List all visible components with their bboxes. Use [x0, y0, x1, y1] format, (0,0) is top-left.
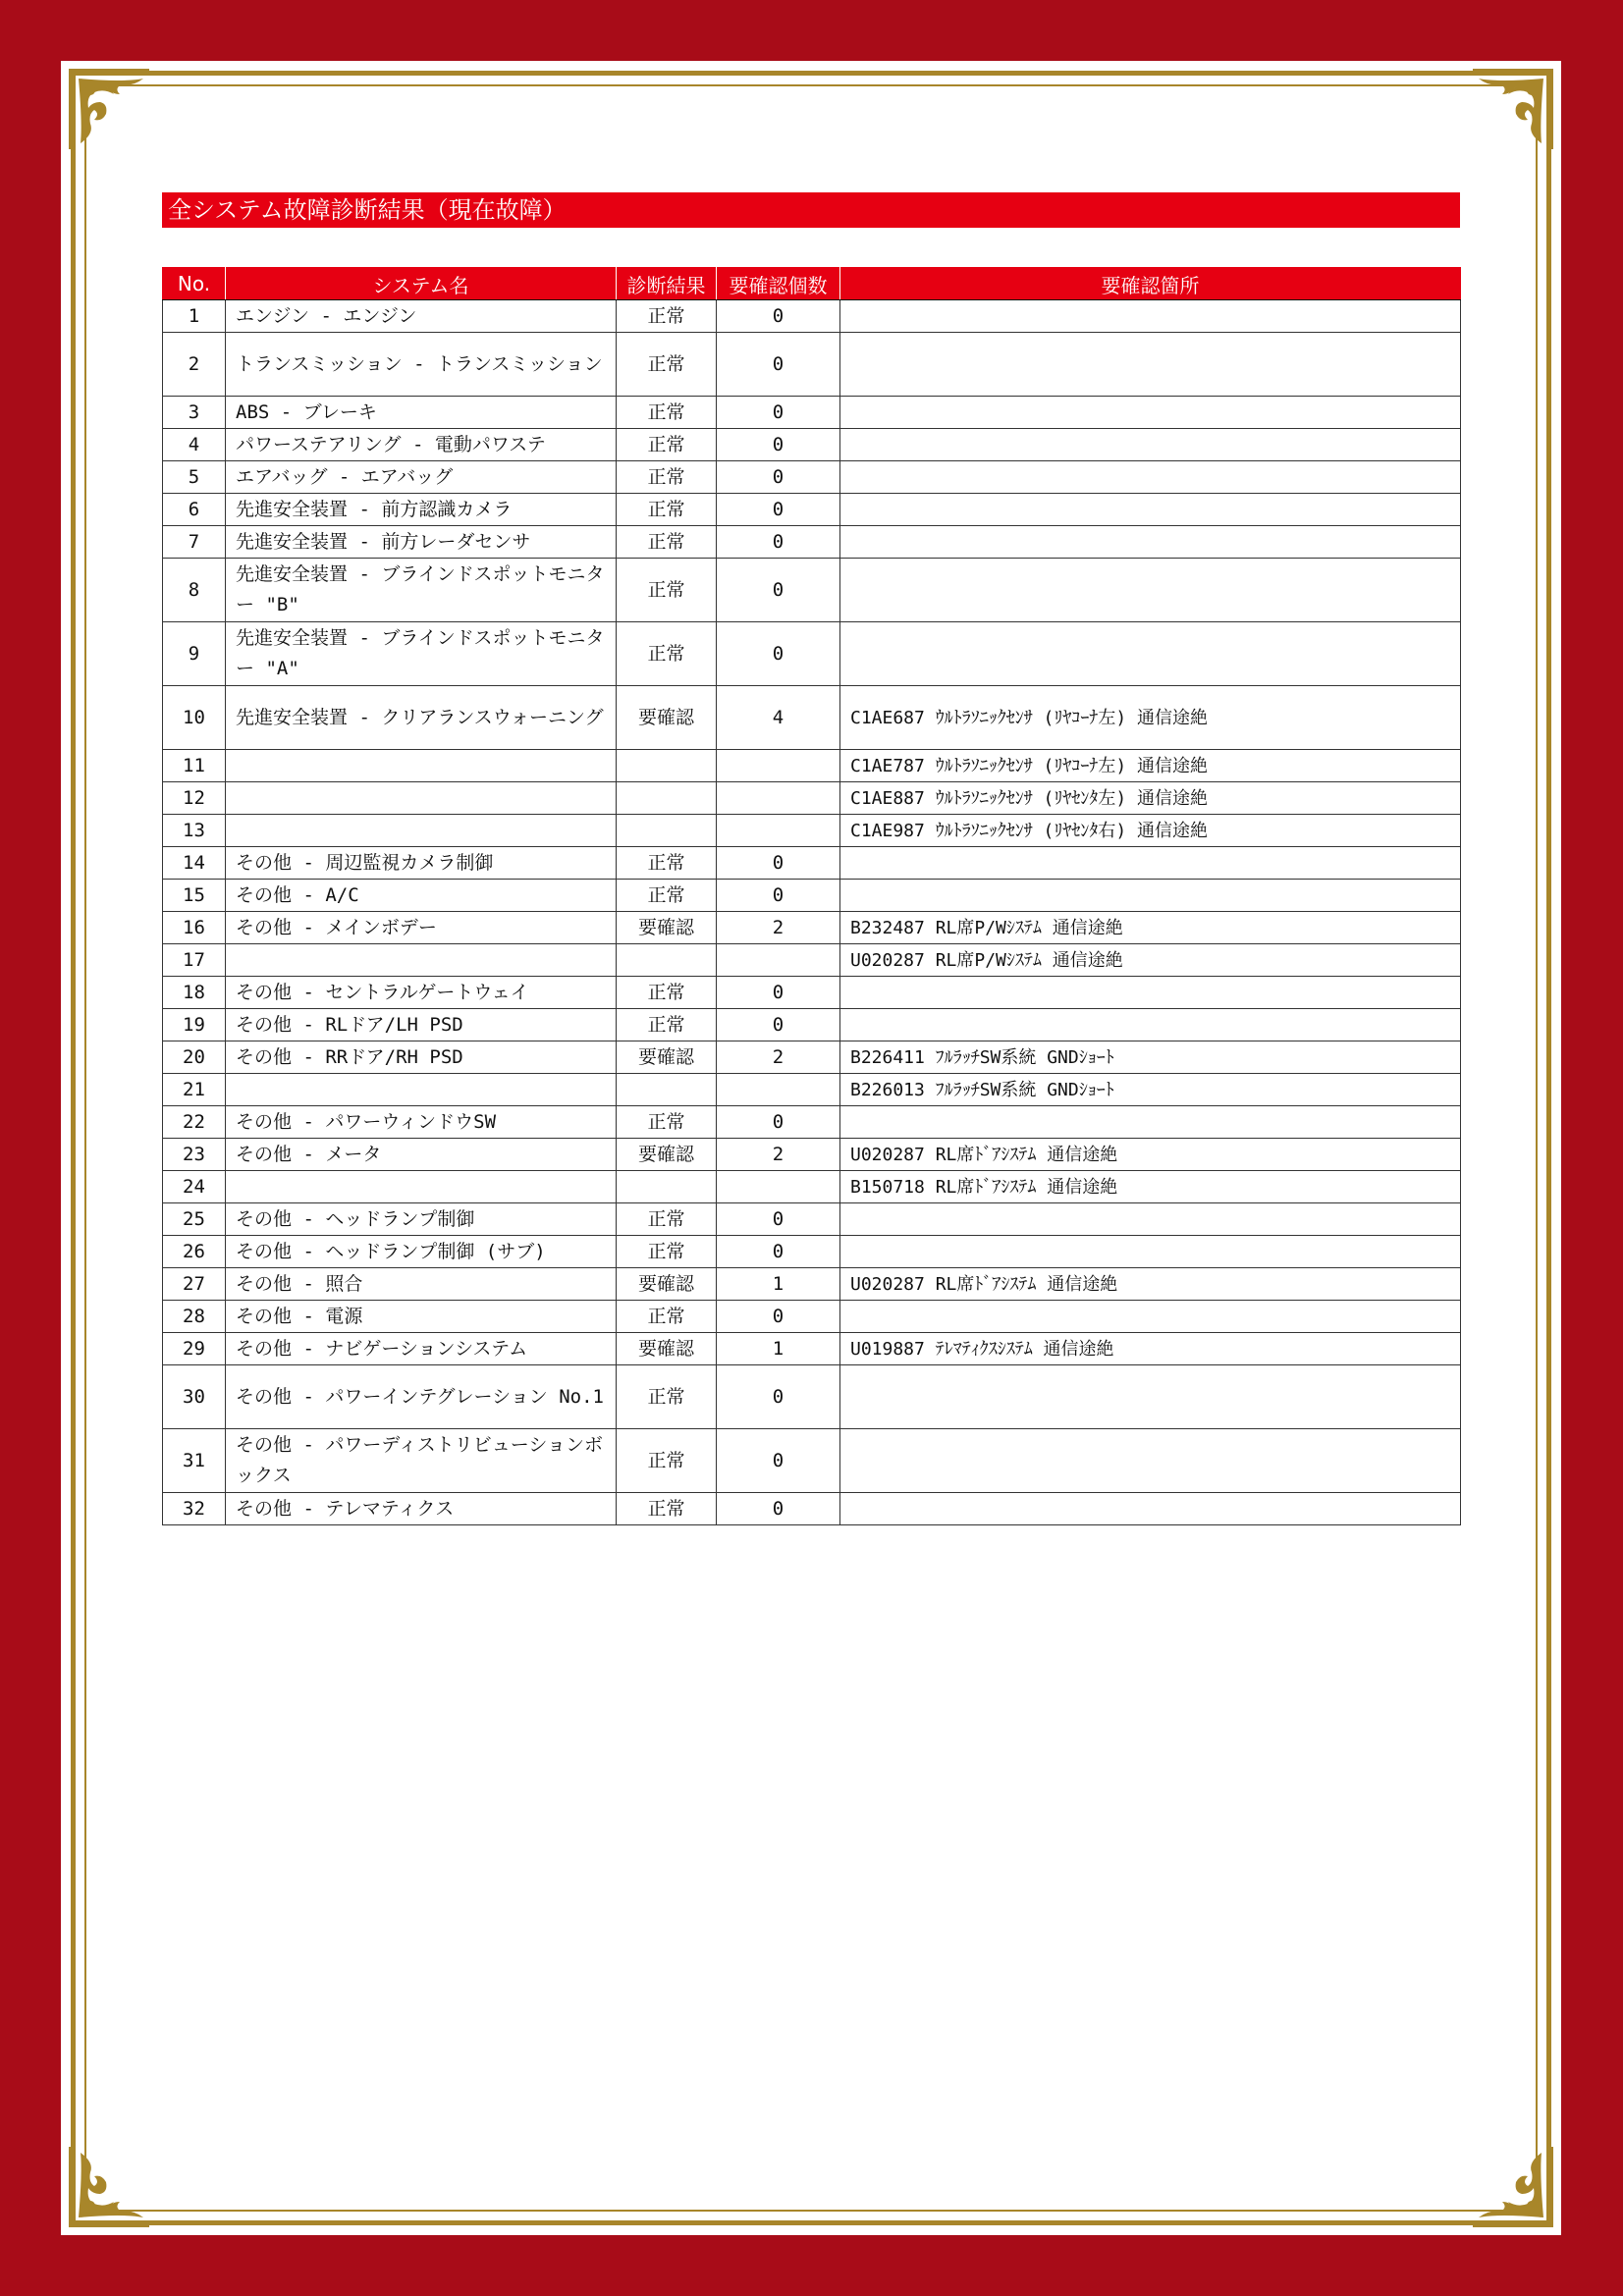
cell-system-name: その他 - RRドア/RH PSD — [226, 1041, 617, 1074]
col-header-result: 診断結果 — [617, 268, 717, 300]
cell-system-name: その他 - 電源 — [226, 1301, 617, 1333]
cell-check-location: B226013 ﾌﾙﾗｯﾁSW系統 GNDｼｮｰﾄ — [840, 1074, 1461, 1106]
page-title: 全システム故障診断結果（現在故障） — [162, 192, 1460, 228]
cell-no: 15 — [163, 880, 226, 912]
table-row — [163, 1203, 1461, 1236]
cell-diagnosis-result: 正常 — [617, 461, 717, 494]
cell-check-location: B150718 RL席ﾄﾞｱｼｽﾃﾑ 通信途絶 — [840, 1171, 1461, 1203]
table-row — [163, 397, 1461, 429]
cell-system-name: トランスミッション - トランスミッション — [226, 333, 617, 397]
cell-check-count: 0 — [717, 977, 840, 1009]
cell-check-count — [717, 815, 840, 847]
cell-check-location — [840, 880, 1461, 912]
cell-no: 26 — [163, 1236, 226, 1268]
cell-no: 23 — [163, 1139, 226, 1171]
cell-system-name: その他 - 照合 — [226, 1268, 617, 1301]
cell-diagnosis-result: 正常 — [617, 1429, 717, 1493]
cell-diagnosis-result — [617, 1074, 717, 1106]
cell-diagnosis-result: 要確認 — [617, 1041, 717, 1074]
cell-no: 25 — [163, 1203, 226, 1236]
cell-check-count: 0 — [717, 1009, 840, 1041]
col-header-count: 要確認個数 — [717, 268, 840, 300]
cell-check-location — [840, 333, 1461, 397]
ornament-corner-icon — [65, 2143, 153, 2231]
table-row — [163, 1301, 1461, 1333]
table-row — [163, 461, 1461, 494]
table-row — [163, 1041, 1461, 1074]
cell-diagnosis-result — [617, 750, 717, 782]
cell-check-location — [840, 1493, 1461, 1525]
cell-system-name: その他 - ヘッドランプ制御 — [226, 1203, 617, 1236]
table-row — [163, 1268, 1461, 1301]
cell-check-location: U020287 RL席ﾄﾞｱｼｽﾃﾑ 通信途絶 — [840, 1139, 1461, 1171]
cell-check-count: 0 — [717, 1429, 840, 1493]
table-row — [163, 1074, 1461, 1106]
table-row — [163, 333, 1461, 397]
col-header-location: 要確認箇所 — [840, 268, 1461, 300]
cell-diagnosis-result — [617, 815, 717, 847]
cell-no: 9 — [163, 622, 226, 686]
cell-diagnosis-result — [617, 1171, 717, 1203]
cell-system-name: その他 - パワーウィンドウSW — [226, 1106, 617, 1139]
cell-diagnosis-result — [617, 782, 717, 815]
cell-no: 32 — [163, 1493, 226, 1525]
cell-diagnosis-result: 正常 — [617, 622, 717, 686]
cell-check-count: 0 — [717, 1203, 840, 1236]
table-row — [163, 880, 1461, 912]
cell-diagnosis-result: 正常 — [617, 880, 717, 912]
cell-check-location — [840, 1301, 1461, 1333]
cell-system-name — [226, 750, 617, 782]
cell-check-count: 0 — [717, 622, 840, 686]
cell-system-name: その他 - テレマティクス — [226, 1493, 617, 1525]
table-row — [163, 847, 1461, 880]
cell-check-location: U019887 ﾃﾚﾏﾃｨｸｽｼｽﾃﾑ 通信途絶 — [840, 1333, 1461, 1365]
cell-check-count: 1 — [717, 1333, 840, 1365]
cell-no: 7 — [163, 526, 226, 559]
cell-diagnosis-result: 正常 — [617, 300, 717, 333]
table-row — [163, 1365, 1461, 1429]
cell-check-count — [717, 750, 840, 782]
cell-check-count: 0 — [717, 1493, 840, 1525]
cell-check-location — [840, 559, 1461, 622]
cell-check-location — [840, 494, 1461, 526]
cell-check-count: 0 — [717, 300, 840, 333]
cell-diagnosis-result: 正常 — [617, 1106, 717, 1139]
cell-check-count — [717, 1171, 840, 1203]
cell-check-count: 0 — [717, 333, 840, 397]
cell-system-name: 先進安全装置 - ブラインドスポットモニター "B" — [226, 559, 617, 622]
cell-diagnosis-result: 正常 — [617, 1009, 717, 1041]
cell-check-count: 0 — [717, 1106, 840, 1139]
ornament-corner-icon — [1469, 2143, 1557, 2231]
cell-system-name: パワーステアリング - 電動パワステ — [226, 429, 617, 461]
cell-check-location: C1AE987 ｳﾙﾄﾗｿﾆｯｸｾﾝｻ (ﾘﾔｾﾝﾀ右) 通信途絶 — [840, 815, 1461, 847]
table-row — [163, 559, 1461, 622]
cell-diagnosis-result: 正常 — [617, 559, 717, 622]
cell-check-count: 0 — [717, 880, 840, 912]
cell-system-name: その他 - メインボデー — [226, 912, 617, 944]
cell-check-count — [717, 1074, 840, 1106]
cell-check-location: B232487 RL席P/Wｼｽﾃﾑ 通信途絶 — [840, 912, 1461, 944]
cell-check-count: 0 — [717, 397, 840, 429]
cell-diagnosis-result: 要確認 — [617, 686, 717, 750]
cell-diagnosis-result: 正常 — [617, 333, 717, 397]
cell-check-location — [840, 1236, 1461, 1268]
cell-no: 18 — [163, 977, 226, 1009]
cell-no: 8 — [163, 559, 226, 622]
cell-diagnosis-result: 正常 — [617, 526, 717, 559]
cell-system-name — [226, 815, 617, 847]
cell-no: 27 — [163, 1268, 226, 1301]
cell-system-name — [226, 1171, 617, 1203]
cell-check-count: 0 — [717, 526, 840, 559]
cell-diagnosis-result — [617, 944, 717, 977]
cell-check-location — [840, 977, 1461, 1009]
cell-no: 6 — [163, 494, 226, 526]
cell-check-count: 2 — [717, 1139, 840, 1171]
cell-check-count: 1 — [717, 1268, 840, 1301]
ornament-corner-icon — [65, 65, 153, 153]
cell-system-name: その他 - ヘッドランプ制御 (サブ) — [226, 1236, 617, 1268]
cell-check-location — [840, 622, 1461, 686]
cell-diagnosis-result: 要確認 — [617, 1268, 717, 1301]
cell-check-count: 0 — [717, 429, 840, 461]
cell-check-location — [840, 1429, 1461, 1493]
cell-system-name: その他 - メータ — [226, 1139, 617, 1171]
cell-diagnosis-result: 要確認 — [617, 1333, 717, 1365]
cell-no: 29 — [163, 1333, 226, 1365]
table-row — [163, 977, 1461, 1009]
cell-system-name: エアバッグ - エアバッグ — [226, 461, 617, 494]
cell-check-location — [840, 1365, 1461, 1429]
ornament-corner-icon — [1469, 65, 1557, 153]
cell-check-count: 2 — [717, 1041, 840, 1074]
cell-diagnosis-result: 正常 — [617, 1365, 717, 1429]
table-row — [163, 622, 1461, 686]
cell-check-location — [840, 300, 1461, 333]
cell-check-location — [840, 847, 1461, 880]
cell-system-name: その他 - パワーディストリビューションボックス — [226, 1429, 617, 1493]
cell-system-name: 先進安全装置 - 前方認識カメラ — [226, 494, 617, 526]
cell-diagnosis-result: 要確認 — [617, 1139, 717, 1171]
cell-system-name: その他 - A/C — [226, 880, 617, 912]
cell-diagnosis-result: 正常 — [617, 1236, 717, 1268]
cell-check-location — [840, 1106, 1461, 1139]
cell-check-count: 0 — [717, 494, 840, 526]
table-row — [163, 944, 1461, 977]
cell-system-name: その他 - ナビゲーションシステム — [226, 1333, 617, 1365]
cell-system-name: 先進安全装置 - クリアランスウォーニング — [226, 686, 617, 750]
cell-check-location: C1AE687 ｳﾙﾄﾗｿﾆｯｸｾﾝｻ (ﾘﾔｺｰﾅ左) 通信途絶 — [840, 686, 1461, 750]
cell-check-location: C1AE887 ｳﾙﾄﾗｿﾆｯｸｾﾝｻ (ﾘﾔｾﾝﾀ左) 通信途絶 — [840, 782, 1461, 815]
cell-no: 21 — [163, 1074, 226, 1106]
table-row — [163, 1333, 1461, 1365]
cell-no: 11 — [163, 750, 226, 782]
cell-diagnosis-result: 正常 — [617, 847, 717, 880]
cell-no: 4 — [163, 429, 226, 461]
cell-diagnosis-result: 正常 — [617, 494, 717, 526]
col-header-no: No. — [163, 268, 226, 300]
cell-diagnosis-result: 正常 — [617, 1493, 717, 1525]
cell-check-count: 2 — [717, 912, 840, 944]
cell-check-location — [840, 526, 1461, 559]
cell-system-name — [226, 1074, 617, 1106]
cell-check-count: 4 — [717, 686, 840, 750]
table-row — [163, 815, 1461, 847]
cell-no: 10 — [163, 686, 226, 750]
cell-diagnosis-result: 正常 — [617, 977, 717, 1009]
cell-system-name: その他 - セントラルゲートウェイ — [226, 977, 617, 1009]
table-row — [163, 1171, 1461, 1203]
table-row — [163, 1139, 1461, 1171]
diagnosis-table — [162, 267, 1461, 1525]
table-row — [163, 912, 1461, 944]
cell-no: 12 — [163, 782, 226, 815]
cell-no: 20 — [163, 1041, 226, 1074]
cell-check-location: U020287 RL席P/Wｼｽﾃﾑ 通信途絶 — [840, 944, 1461, 977]
cell-no: 14 — [163, 847, 226, 880]
cell-check-count: 0 — [717, 461, 840, 494]
cell-no: 31 — [163, 1429, 226, 1493]
cell-no: 24 — [163, 1171, 226, 1203]
cell-check-location — [840, 429, 1461, 461]
cell-system-name: 先進安全装置 - ブラインドスポットモニター "A" — [226, 622, 617, 686]
table-row — [163, 300, 1461, 333]
cell-check-location — [840, 397, 1461, 429]
cell-diagnosis-result: 正常 — [617, 1301, 717, 1333]
cell-no: 2 — [163, 333, 226, 397]
cell-no: 30 — [163, 1365, 226, 1429]
cell-system-name: エンジン - エンジン — [226, 300, 617, 333]
cell-no: 28 — [163, 1301, 226, 1333]
cell-system-name: 先進安全装置 - 前方レーダセンサ — [226, 526, 617, 559]
cell-check-location — [840, 461, 1461, 494]
col-header-system: システム名 — [226, 268, 617, 300]
table-header-row — [163, 268, 1461, 300]
cell-check-count: 0 — [717, 1365, 840, 1429]
cell-diagnosis-result: 要確認 — [617, 912, 717, 944]
cell-diagnosis-result: 正常 — [617, 397, 717, 429]
table-row — [163, 1493, 1461, 1525]
cell-check-location — [840, 1009, 1461, 1041]
cell-check-count: 0 — [717, 1301, 840, 1333]
table-row — [163, 1106, 1461, 1139]
cell-no: 3 — [163, 397, 226, 429]
cell-system-name: ABS - ブレーキ — [226, 397, 617, 429]
cell-check-location: B226411 ﾌﾙﾗｯﾁSW系統 GNDｼｮｰﾄ — [840, 1041, 1461, 1074]
table-row — [163, 1236, 1461, 1268]
cell-check-location: U020287 RL席ﾄﾞｱｼｽﾃﾑ 通信途絶 — [840, 1268, 1461, 1301]
report-page — [61, 61, 1561, 2235]
cell-check-location — [840, 1203, 1461, 1236]
cell-no: 22 — [163, 1106, 226, 1139]
table-row — [163, 1429, 1461, 1493]
cell-diagnosis-result: 正常 — [617, 429, 717, 461]
cell-check-count: 0 — [717, 847, 840, 880]
table-row — [163, 429, 1461, 461]
cell-no: 1 — [163, 300, 226, 333]
cell-check-count — [717, 944, 840, 977]
cell-check-count — [717, 782, 840, 815]
cell-check-location: C1AE787 ｳﾙﾄﾗｿﾆｯｸｾﾝｻ (ﾘﾔｺｰﾅ左) 通信途絶 — [840, 750, 1461, 782]
table-row — [163, 494, 1461, 526]
cell-system-name — [226, 944, 617, 977]
cell-system-name: その他 - パワーインテグレーション No.1 — [226, 1365, 617, 1429]
table-row — [163, 686, 1461, 750]
table-row — [163, 1009, 1461, 1041]
cell-no: 19 — [163, 1009, 226, 1041]
table-row — [163, 782, 1461, 815]
cell-no: 16 — [163, 912, 226, 944]
cell-diagnosis-result: 正常 — [617, 1203, 717, 1236]
cell-system-name: その他 - 周辺監視カメラ制御 — [226, 847, 617, 880]
cell-system-name: その他 - RLドア/LH PSD — [226, 1009, 617, 1041]
cell-no: 13 — [163, 815, 226, 847]
cell-check-count: 0 — [717, 559, 840, 622]
cell-check-count: 0 — [717, 1236, 840, 1268]
table-row — [163, 526, 1461, 559]
table-row — [163, 750, 1461, 782]
cell-no: 17 — [163, 944, 226, 977]
cell-no: 5 — [163, 461, 226, 494]
cell-system-name — [226, 782, 617, 815]
